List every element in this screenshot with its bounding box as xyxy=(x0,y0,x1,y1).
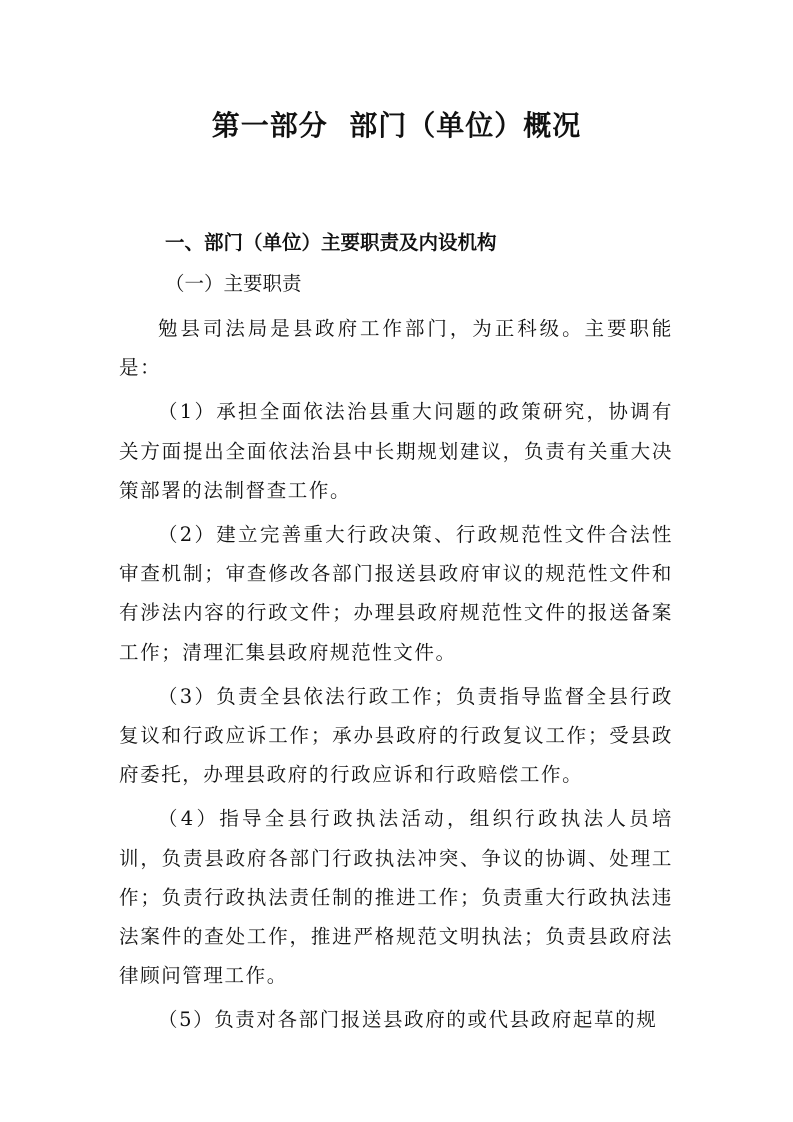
duty-item-5: （5）负责对各部门报送县政府的或代县政府起草的规 xyxy=(158,1008,658,1032)
page-title: 第一部分 部门（单位）概况 xyxy=(211,109,582,142)
duty-item-4: （4）指导全县行政执法活动，组织行政执法人员培训，负责县政府各部门行政执法冲突、争议的协调、处理工作；负责行政执法责任制的推进工作；负责重大行政执法违法案件的查处工作，推进严格规范文明执法；负责县政府法律顾问管理工作。 xyxy=(119,807,673,988)
duty-item-2: （2）建立完善重大行政决策、行政规范性文件合法性审查机制；审查修改各部门报送县政府审议的规范性文件和有涉法内容的行政文件；办理县政府规范性文件的报送备案工作；清理汇集县政府规范性文件。 xyxy=(119,523,673,664)
intro-paragraph: 勉县司法局是县政府工作部门，为正科级。主要职能是： xyxy=(119,317,673,380)
document-body xyxy=(119,309,673,1045)
duty-item-3: （3）负责全县依法行政工作；负责指导监督全县行政复议和行政应诉工作；承办县政府的行政复议工作；受县政府委托，办理县政府的行政应诉和行政赔偿工作。 xyxy=(119,684,673,787)
duty-item-1: （1）承担全面依法治县重大问题的政策研究，协调有关方面提出全面依法治县中长期规划建议，负责有关重大决策部署的法制督查工作。 xyxy=(119,400,673,502)
subsection-heading: （一）主要职责 xyxy=(165,272,302,295)
section-heading: 一、部门（单位）主要职责及内设机构 xyxy=(165,231,497,254)
